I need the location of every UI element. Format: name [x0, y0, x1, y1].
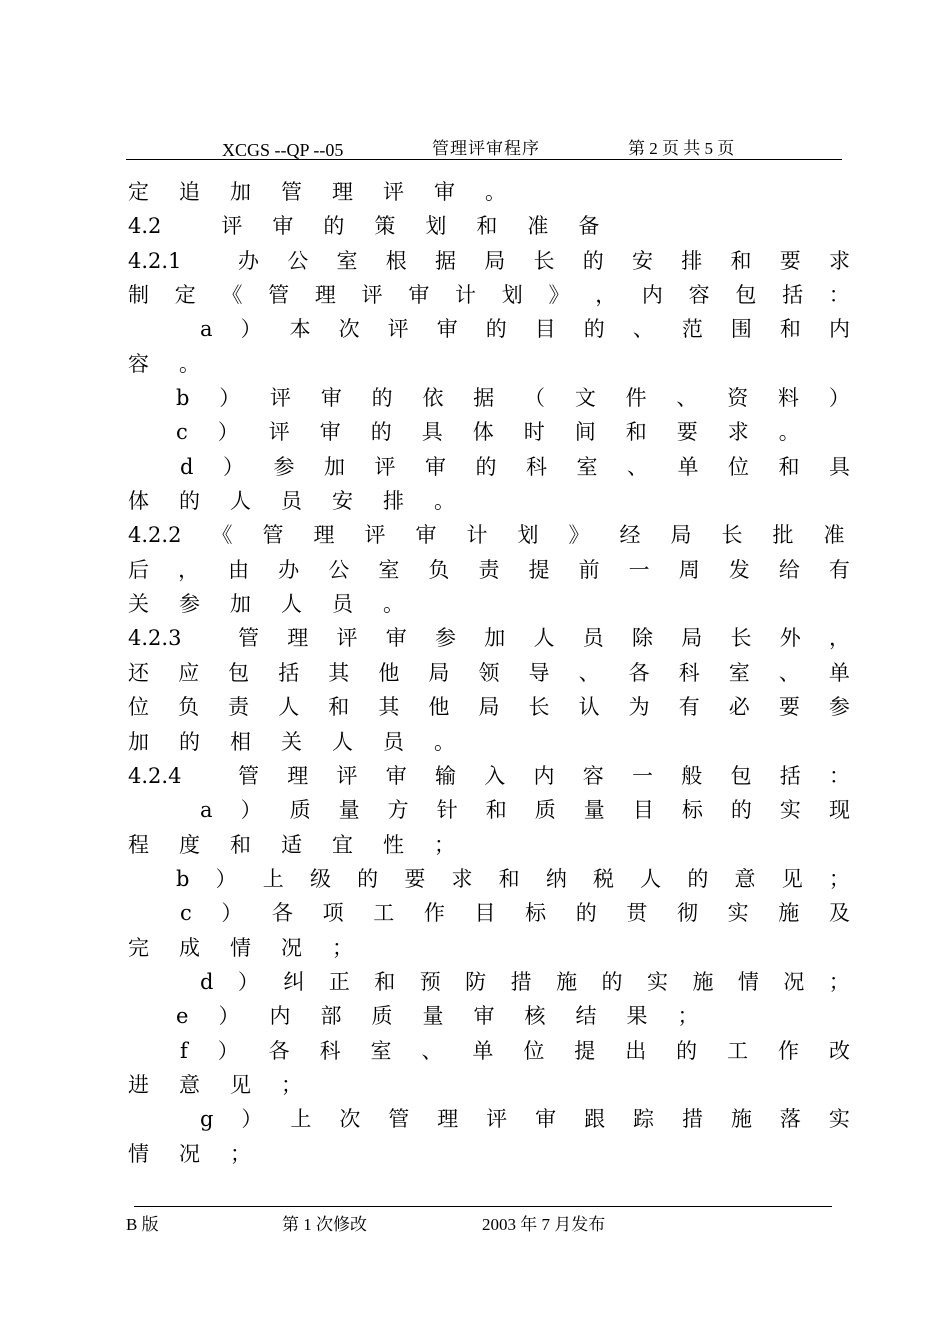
- body-line: b ） 上 级 的 要 求 和 纳 税 人 的 意 见 ；: [176, 867, 850, 891]
- page-header: [0, 132, 950, 160]
- body-line: 位 负 责 人 和 其 他 局 长 认 为 有 必 要 参: [128, 695, 850, 719]
- footer-revision: 第 1 次修改: [282, 1215, 367, 1234]
- body-line: 关 参 加 人 员 。: [128, 592, 404, 616]
- body-line: 4.2 评 审 的 策 划 和 准 备: [128, 214, 600, 238]
- page-number: 第 2 页 共 5 页: [628, 139, 735, 158]
- body-line: 还 应 包 括 其 他 局 领 导 、 各 科 室 、 单: [128, 661, 850, 685]
- body-line: b ） 评 审 的 依 据 （ 文 件 、 资 料 ）: [176, 386, 850, 410]
- doc-title: 管理评审程序: [432, 139, 540, 158]
- body-line: e ） 内 部 质 量 审 核 结 果 ；: [176, 1004, 699, 1028]
- footer-version: B 版: [126, 1215, 159, 1234]
- body-line: 4.2.1 办 公 室 根 据 局 长 的 安 排 和 要 求: [128, 249, 850, 273]
- doc-code: XCGS --QP --05: [222, 140, 344, 160]
- body-line: 完 成 情 况 ；: [128, 936, 353, 960]
- body-line: 情 况 ；: [128, 1142, 251, 1166]
- body-line: a ） 质 量 方 针 和 质 量 目 标 的 实 现: [200, 798, 850, 822]
- footer-release: 2003 年 7 月发布: [482, 1215, 606, 1234]
- body-line: 加 的 相 关 人 员 。: [128, 730, 455, 754]
- body-line: 4.2.3 管 理 评 审 参 加 人 员 除 局 长 外 ，: [128, 626, 850, 650]
- body-line: 进 意 见 ；: [128, 1073, 302, 1097]
- body-line: 4.2.2 《 管 理 评 审 计 划 》 经 局 长 批 准: [128, 523, 845, 547]
- body-line: 制 定 《 管 理 评 审 计 划 》 ， 内 容 包 括 ：: [128, 283, 850, 307]
- body-line: g ） 上 次 管 理 评 审 跟 踪 措 施 落 实: [200, 1107, 850, 1131]
- body-line: d ） 参 加 评 审 的 科 室 、 单 位 和 具: [180, 455, 850, 479]
- body-line: 后 ， 由 办 公 室 负 责 提 前 一 周 发 给 有: [128, 558, 850, 582]
- body-line: a ） 本 次 评 审 的 目 的 、 范 围 和 内: [200, 317, 850, 341]
- body-line: d ） 纠 正 和 预 防 措 施 的 实 施 情 况 ；: [200, 970, 850, 994]
- body-line: f ） 各 科 室 、 单 位 提 出 的 工 作 改: [180, 1039, 850, 1063]
- body-line: 4.2.4 管 理 评 审 输 入 内 容 一 般 包 括 ：: [128, 764, 850, 788]
- body-line: 容 。: [128, 352, 200, 376]
- body-line: 定 追 加 管 理 评 审 。: [128, 180, 506, 204]
- footer-rule: [134, 1206, 832, 1207]
- body-line: 体 的 人 员 安 排 。: [128, 489, 455, 513]
- body-line: c ） 各 项 工 作 目 标 的 贯 彻 实 施 及: [180, 901, 850, 925]
- body-line: 程 度 和 适 宜 性 ；: [128, 833, 455, 857]
- header-rule: [126, 159, 842, 160]
- body-line: c ） 评 审 的 具 体 时 间 和 要 求 。: [176, 420, 800, 444]
